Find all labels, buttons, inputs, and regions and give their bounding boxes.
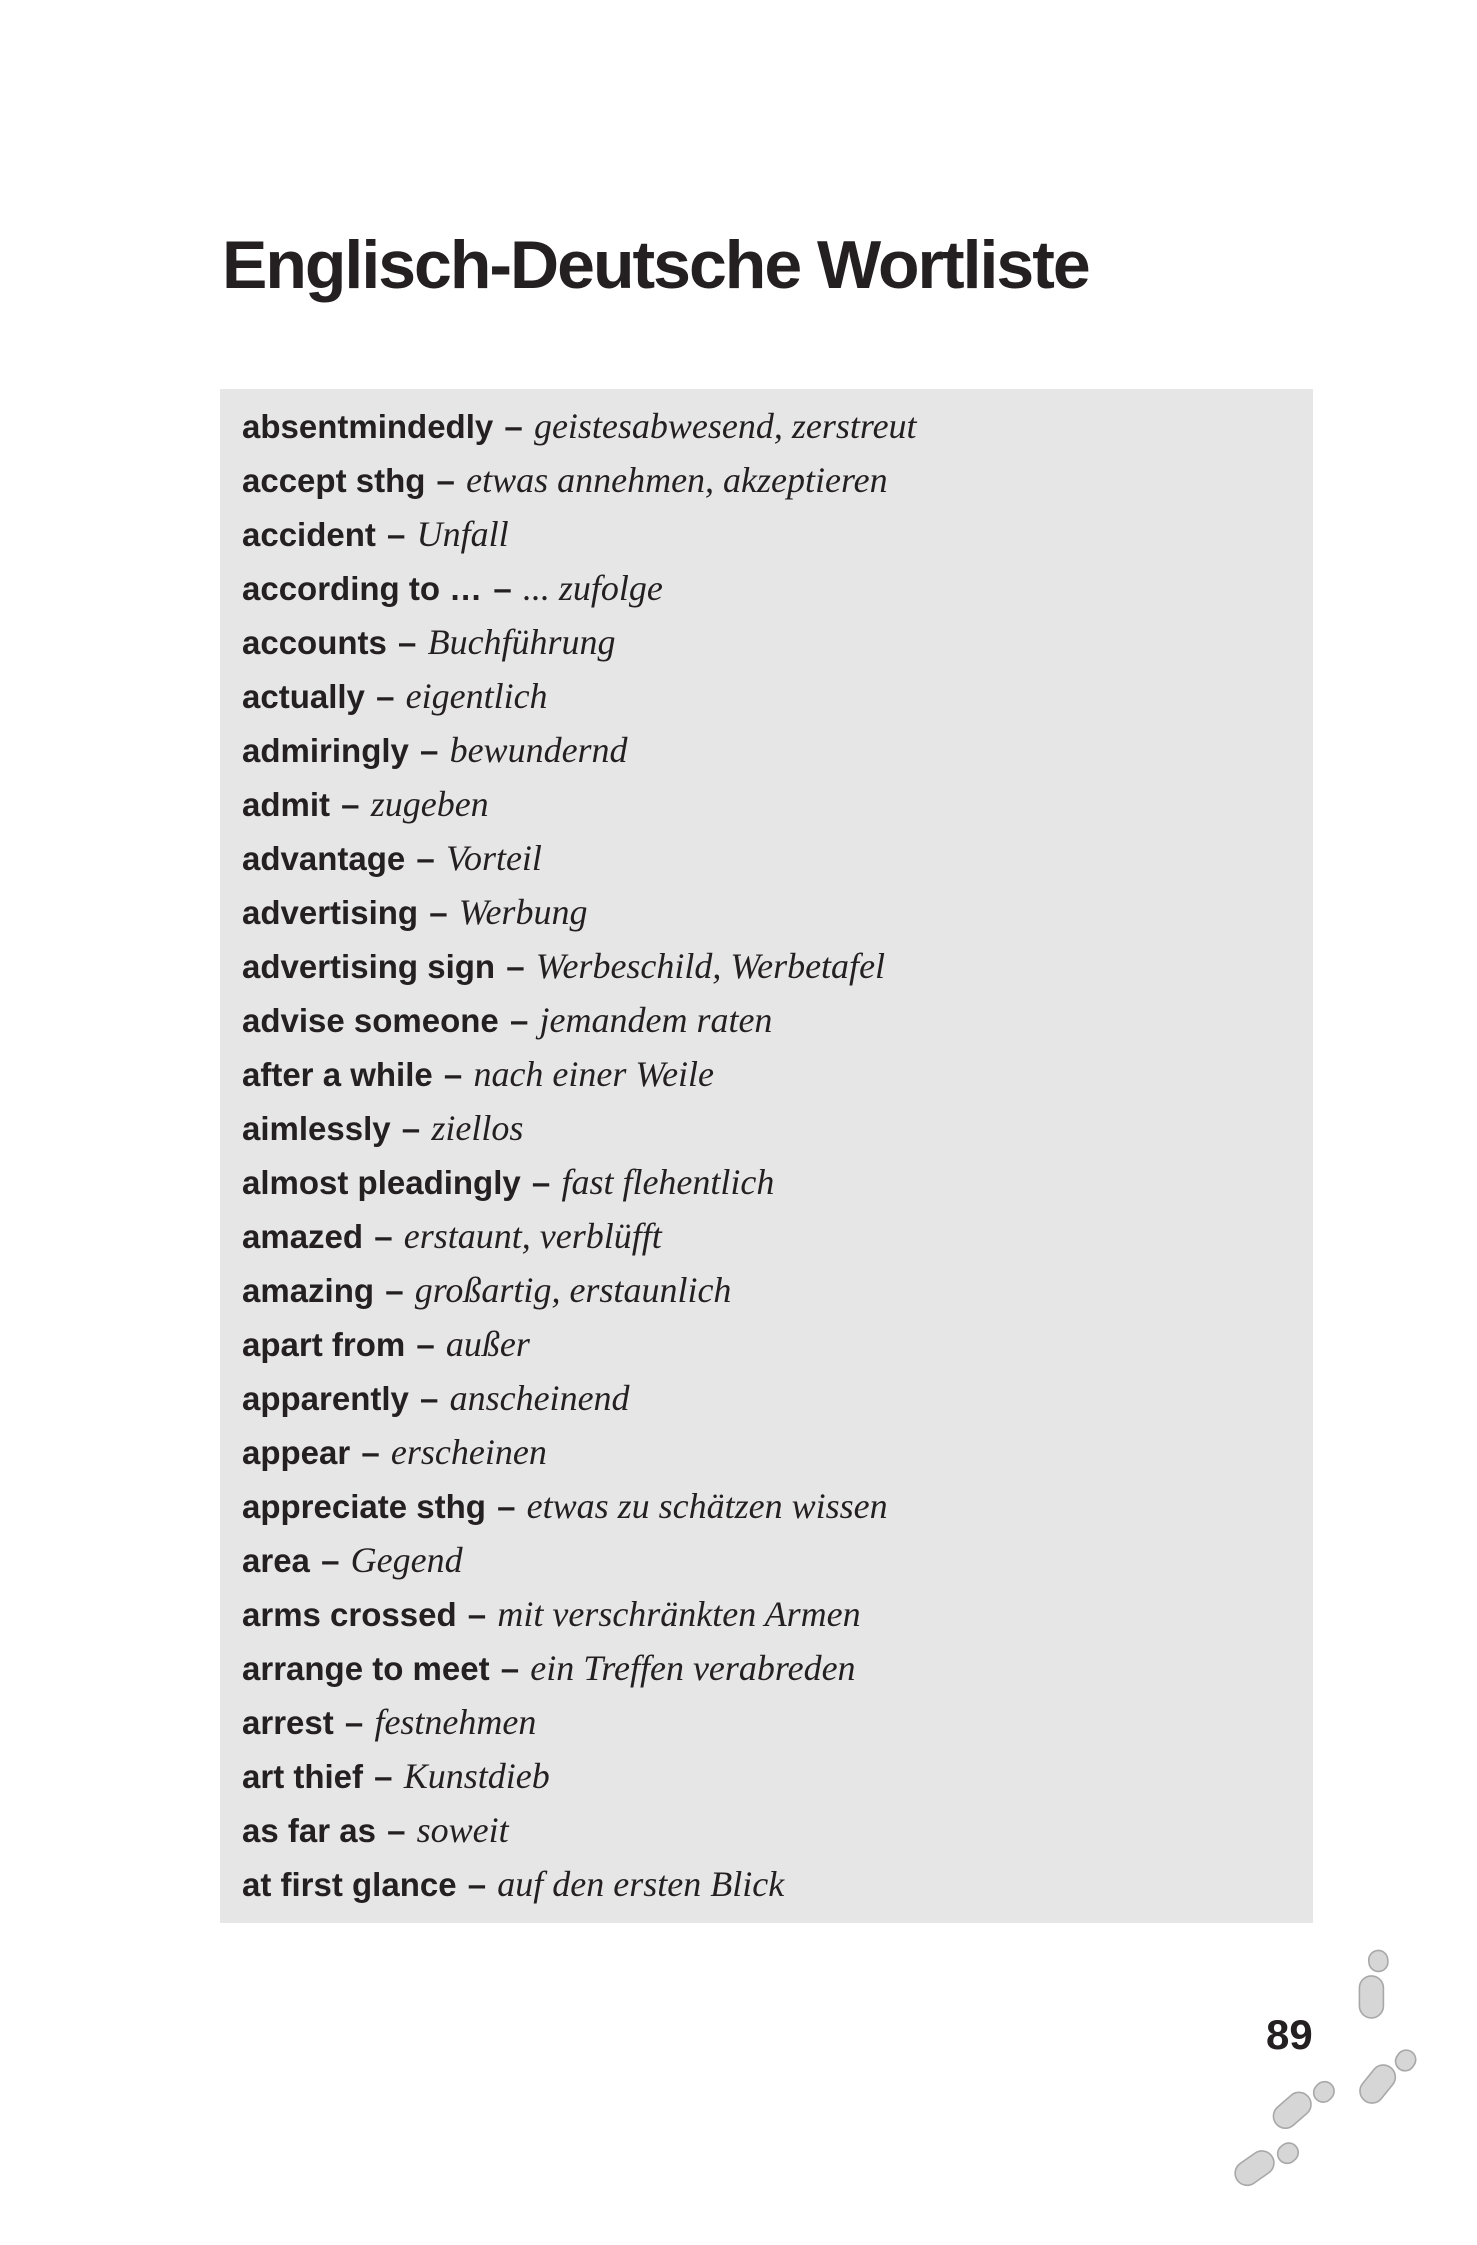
entry-term: admiringly [242, 732, 409, 769]
wordlist-entry [242, 1749, 1295, 1803]
entry-separator: – [407, 840, 444, 877]
entry-term: amazed [242, 1218, 364, 1255]
wordlist-entry [242, 1425, 1295, 1479]
footprint-icon [1228, 2132, 1304, 2191]
wordlist-entry [242, 1317, 1295, 1371]
entry-separator: – [487, 1488, 525, 1525]
wordlist-entry [242, 777, 1295, 831]
wordlist-entry [242, 1155, 1295, 1209]
entry-separator: – [365, 1758, 402, 1795]
footprint-icon [1354, 1947, 1391, 2021]
entry-translation: zugeben [370, 784, 489, 824]
entry-separator: – [377, 516, 415, 553]
entry-separator: – [388, 624, 426, 661]
entry-translation: etwas zu schätzen wissen [526, 1486, 888, 1526]
entry-term: admit [242, 786, 331, 823]
entry-term: almost pleadingly [242, 1164, 521, 1201]
entry-separator: – [377, 1812, 415, 1849]
wordlist-entry [242, 399, 1295, 453]
entry-separator: – [335, 1704, 373, 1741]
entry-separator: – [495, 408, 532, 445]
entry-translation: Kunstdieb [403, 1756, 550, 1796]
wordlist-entry [242, 1803, 1295, 1857]
entry-translation: erscheinen [390, 1432, 547, 1472]
entry-term: aimlessly [242, 1110, 391, 1147]
entry-translation: soweit [416, 1810, 509, 1850]
entry-translation: festnehmen [374, 1702, 537, 1742]
entry-separator: – [332, 786, 369, 823]
entry-term: advertising [242, 894, 419, 931]
wordlist-entry [242, 1047, 1295, 1101]
wordlist-entry [242, 561, 1295, 615]
entry-translation: Gegend [350, 1540, 463, 1580]
entry-term: amazing [242, 1272, 375, 1309]
entry-separator: – [376, 1272, 413, 1309]
entry-translation: ziellos [431, 1108, 524, 1148]
entry-term: accounts [242, 624, 387, 661]
entry-term: area [242, 1542, 310, 1579]
footprint-icon [1266, 2071, 1341, 2135]
entry-term: arms crossed [242, 1596, 457, 1633]
entry-term: art thief [242, 1758, 364, 1795]
footprint-icon [1352, 2040, 1423, 2110]
entry-separator: – [491, 1650, 529, 1687]
entry-separator: – [311, 1542, 349, 1579]
entry-separator: – [484, 570, 521, 607]
wordlist-entry [242, 453, 1295, 507]
wordlist-entry [242, 885, 1295, 939]
wordlist-entry [242, 669, 1295, 723]
entry-translation: eigentlich [405, 676, 548, 716]
entry-separator: – [458, 1596, 496, 1633]
entry-translation: ... zufolge [522, 568, 663, 608]
entry-term: according to … [242, 570, 483, 607]
wordlist-entry [242, 1263, 1295, 1317]
entry-separator: – [410, 1380, 448, 1417]
wordlist-entry [242, 831, 1295, 885]
wordlist-entry [242, 1479, 1295, 1533]
wordlist-panel [220, 389, 1313, 1923]
entry-translation: nach einer Weile [473, 1054, 715, 1094]
entry-term: advantage [242, 840, 406, 877]
wordlist-entry [242, 723, 1295, 777]
entry-separator: – [352, 1434, 389, 1471]
entry-translation: außer [445, 1324, 530, 1364]
entry-term: appear [242, 1434, 351, 1471]
entry-separator: – [407, 1326, 444, 1363]
entry-separator: – [410, 732, 448, 769]
wordlist-entry [242, 939, 1295, 993]
entry-separator: – [500, 1002, 538, 1039]
entry-translation: bewundernd [449, 730, 628, 770]
wordlist-entry [242, 1695, 1295, 1749]
entry-term: absentmindedly [242, 408, 494, 445]
wordlist-entry [242, 1533, 1295, 1587]
entry-translation: auf den ersten Blick [497, 1864, 785, 1904]
entry-separator: – [365, 1218, 402, 1255]
wordlist-entry [242, 993, 1295, 1047]
entry-separator: – [427, 462, 465, 499]
entry-term: arrange to meet [242, 1650, 490, 1687]
entry-term: apparently [242, 1380, 409, 1417]
entry-translation: Vorteil [445, 838, 542, 878]
entry-translation: anscheinend [449, 1378, 630, 1418]
entry-term: accident [242, 516, 376, 553]
entry-term: actually [242, 678, 365, 715]
entry-term: apart from [242, 1326, 406, 1363]
entry-translation: erstaunt, verblüfft [403, 1216, 662, 1256]
entry-translation: Buchführung [427, 622, 616, 662]
wordlist-entry [242, 1641, 1295, 1695]
entry-separator: – [392, 1110, 430, 1147]
entry-term: advertising sign [242, 948, 496, 985]
entry-term: at first glance [242, 1866, 457, 1903]
wordlist-entry [242, 1857, 1295, 1911]
wordlist-entry [242, 1587, 1295, 1641]
entry-separator: – [458, 1866, 496, 1903]
entry-term: accept sthg [242, 462, 426, 499]
entry-translation: mit verschränkten Armen [497, 1594, 861, 1634]
entry-term: after a while [242, 1056, 433, 1093]
entry-term: as far as [242, 1812, 376, 1849]
entry-term: arrest [242, 1704, 334, 1741]
entry-term: advise someone [242, 1002, 499, 1039]
wordlist [242, 399, 1295, 1911]
entry-translation: großartig, erstaunlich [414, 1270, 732, 1310]
wordlist-entry [242, 507, 1295, 561]
wordlist-entry [242, 1371, 1295, 1425]
wordlist-entry [242, 1101, 1295, 1155]
page-number: 89 [1266, 2011, 1313, 2058]
entry-translation: Werbeschild, Werbetafel [535, 946, 886, 986]
page-title: Englisch-Deutsche Wortliste [222, 227, 1089, 303]
footprints-trail-icon [1210, 1930, 1440, 2200]
entry-separator: – [366, 678, 404, 715]
entry-translation: Unfall [416, 514, 509, 554]
entry-term: appreciate sthg [242, 1488, 486, 1525]
entry-translation: geistesabwesend, zerstreut [533, 406, 917, 446]
entry-separator: – [497, 948, 534, 985]
wordlist-entry [242, 1209, 1295, 1263]
wordlist-entry [242, 615, 1295, 669]
entry-translation: jemandem raten [539, 1000, 773, 1040]
entry-translation: Werbung [458, 892, 588, 932]
entry-separator: – [420, 894, 457, 931]
entry-translation: ein Treffen verabreden [530, 1648, 856, 1688]
entry-translation: etwas annehmen, akzeptieren [466, 460, 888, 500]
entry-separator: – [522, 1164, 560, 1201]
entry-translation: fast flehentlich [561, 1162, 775, 1202]
entry-separator: – [434, 1056, 472, 1093]
